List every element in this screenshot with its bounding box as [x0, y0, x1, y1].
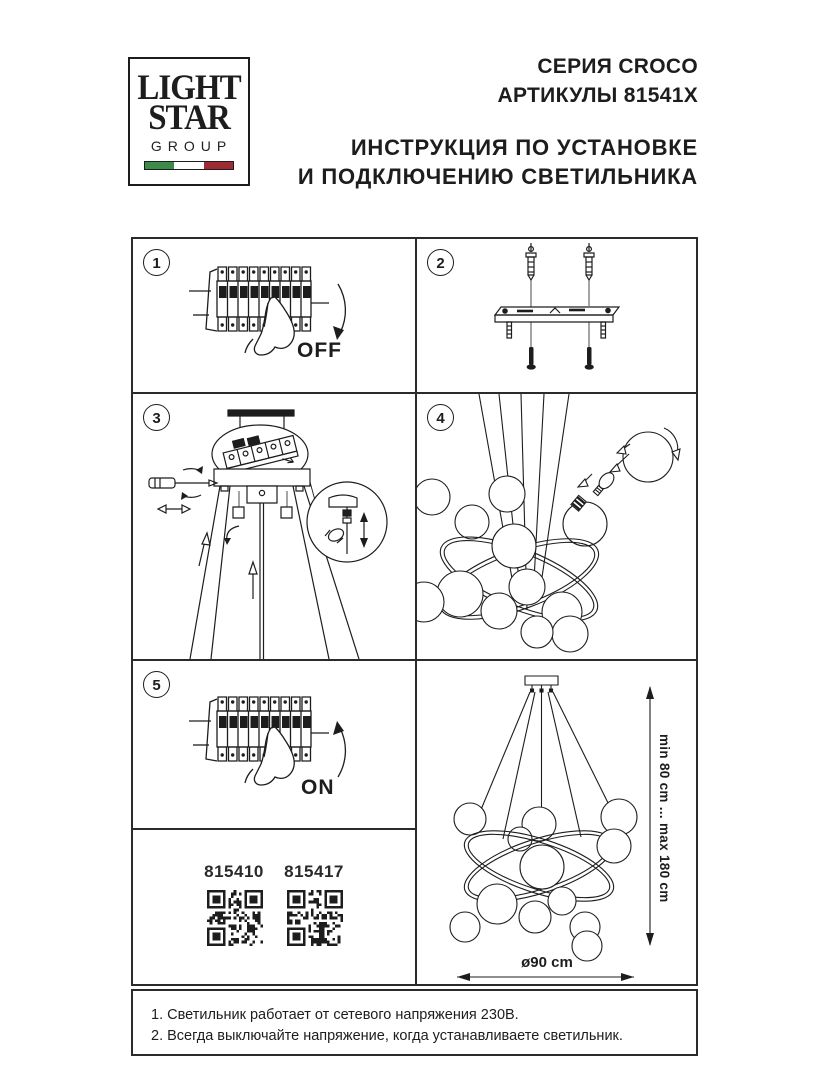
- logo-word-star: STAR: [148, 98, 230, 138]
- step-number-badge: 5: [143, 671, 170, 698]
- breaker-on-drawing: [133, 661, 415, 828]
- notes-box: [131, 989, 698, 1056]
- step-3-panel: [133, 394, 415, 659]
- article-code-left: 815410: [204, 862, 264, 881]
- step-2-panel: [417, 239, 700, 392]
- qr-code-right: [287, 890, 343, 946]
- step-1-panel: [133, 239, 415, 392]
- screw-icon: [527, 347, 594, 370]
- logo-word-light: LIGHT: [137, 68, 241, 108]
- step-number-badge: 2: [427, 249, 454, 276]
- canopy-install-drawing: [133, 394, 415, 659]
- instruction-title-line2: И ПОДКЛЮЧЕНИЮ СВЕТИЛЬНИКА: [297, 164, 698, 189]
- height-range-label: min 80 cm ... max 180 cm: [657, 734, 672, 903]
- instruction-grid: [131, 237, 698, 986]
- instruction-title-line1: ИНСТРУКЦИЯ ПО УСТАНОВКЕ: [350, 135, 698, 160]
- arrow-up-icon: [199, 526, 257, 599]
- note-voltage: 1. Светильник работает от сетевого напряжения 230В.: [151, 1007, 519, 1023]
- logo-word-group: GROUP: [150, 138, 233, 154]
- breaker-off-drawing: [133, 239, 415, 392]
- wall-anchor-icon: [584, 243, 594, 280]
- height-dimension-arrow: [646, 686, 654, 946]
- bulb-icon: [591, 470, 617, 498]
- qr-code-left: [207, 890, 263, 946]
- qr-panel: [133, 830, 415, 988]
- step-number-badge: 3: [143, 404, 170, 431]
- insert-arrow-icon: [578, 454, 629, 487]
- diameter-dimension-arrow: [457, 973, 634, 981]
- step-number-badge: 1: [143, 249, 170, 276]
- articles-title: АРТИКУЛЫ 81541X: [497, 84, 698, 107]
- on-label: ON: [301, 776, 335, 799]
- step-4-panel: [417, 394, 700, 659]
- cable-grip-detail-circle: [307, 482, 387, 562]
- arrow-up-icon: [333, 721, 345, 777]
- italian-flag-stripe: [144, 161, 234, 170]
- step-5-panel: [133, 661, 415, 828]
- article-code-right: 815417: [284, 862, 344, 881]
- screwdriver-icon: [149, 466, 217, 513]
- bracket-mounting-drawing: [417, 239, 700, 392]
- document-header: [298, 52, 698, 191]
- arrow-down-icon: [333, 284, 345, 340]
- diameter-label: ø90 cm: [521, 954, 573, 971]
- dimensions-panel: [417, 661, 700, 988]
- step-number-badge: 4: [427, 404, 454, 431]
- loose-globe-icon: [623, 432, 673, 482]
- note-safety: 2. Всегда выключайте напряжение, когда устанавливаете светильник.: [151, 1028, 623, 1044]
- off-label: OFF: [297, 339, 342, 362]
- series-title: СЕРИЯ CROCO: [537, 55, 698, 78]
- globe-assembly-drawing: [417, 394, 700, 659]
- lightstar-logo: [128, 57, 250, 186]
- wall-anchor-icon: [526, 243, 536, 280]
